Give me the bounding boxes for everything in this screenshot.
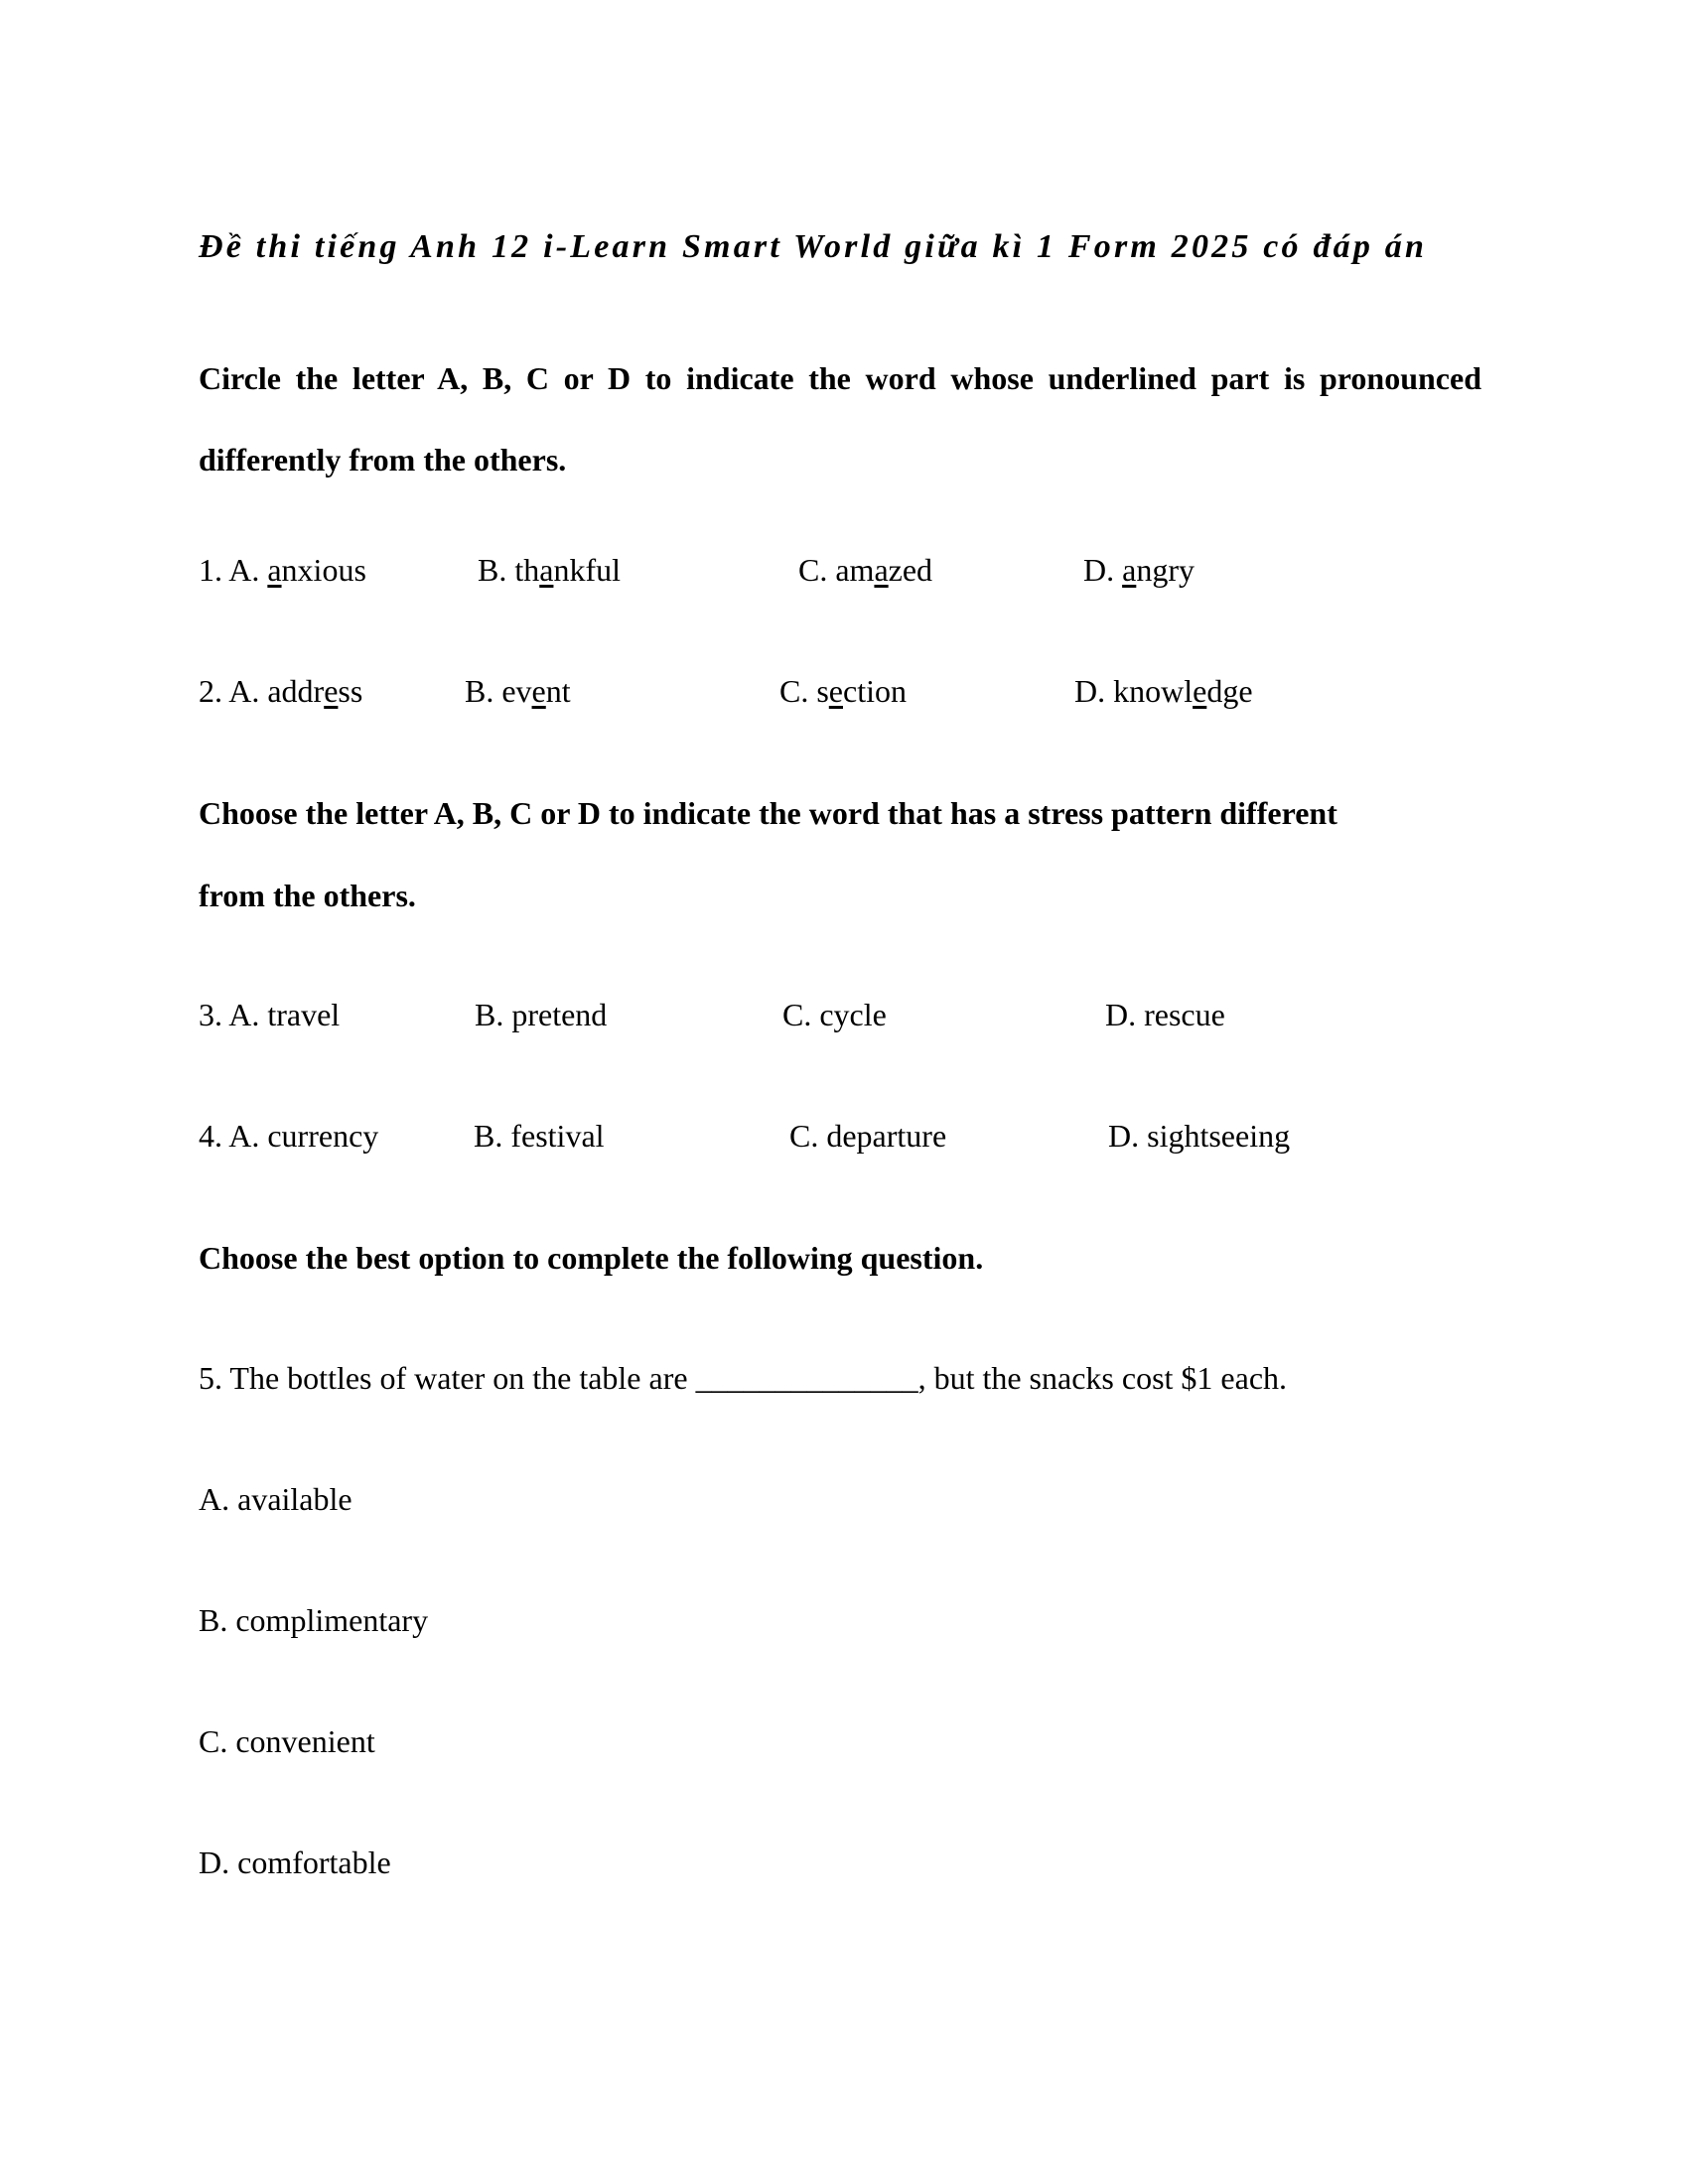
- section3-instruction: Choose the best option to complete the following question.: [199, 1240, 984, 1276]
- question-5-text: 5. The bottles of water on the table are ______________, but the snacks cost $1 each.: [199, 1360, 1288, 1396]
- question-4-option-c: C. departure: [789, 1118, 947, 1154]
- section1-instruction: Circle the letter A, B, C or D to indicate the word whose underlined part is pronounced differently from the others.: [199, 360, 1481, 478]
- question-1-option-a: 1. A. anxious: [199, 552, 366, 588]
- question-2: [0, 673, 1688, 717]
- question-1-option-c: C. amazed: [798, 552, 933, 588]
- question-3-option-b: B. pretend: [475, 997, 608, 1032]
- question-2-option-d: D. knowledge: [1074, 673, 1253, 709]
- document-title: Đề thi tiếng Anh 12 i-Learn Smart World giữa kì 1 Form 2025 có đáp án: [199, 228, 1428, 265]
- question-4-option-b: B. festival: [474, 1118, 605, 1154]
- question-4-option-a: 4. A. currency: [199, 1118, 379, 1154]
- question-1: [0, 552, 1688, 596]
- question-3: [0, 997, 1688, 1040]
- question-2-option-b: B. event: [465, 673, 571, 709]
- question-2-option-c: C. section: [779, 673, 907, 709]
- question-4: [0, 1118, 1688, 1161]
- question-3-option-c: C. cycle: [782, 997, 887, 1032]
- section2-instruction-line1: Choose the letter A, B, C or D to indicate the word that has a stress pattern different: [199, 795, 1337, 831]
- question-1-option-d: D. angry: [1083, 552, 1195, 588]
- question-4-option-d: D. sightseeing: [1108, 1118, 1291, 1154]
- question-2-option-a: 2. A. address: [199, 673, 363, 709]
- question-5-option-a: A. available: [199, 1481, 352, 1517]
- question-1-option-b: B. thankful: [478, 552, 621, 588]
- question-5-option-d: D. comfortable: [199, 1844, 391, 1880]
- question-3-option-a: 3. A. travel: [199, 997, 341, 1032]
- question-5-option-c: C. convenient: [199, 1723, 375, 1759]
- question-3-option-d: D. rescue: [1105, 997, 1225, 1032]
- question-5-option-b: B. complimentary: [199, 1602, 429, 1638]
- section2-instruction-line2: from the others.: [199, 878, 416, 913]
